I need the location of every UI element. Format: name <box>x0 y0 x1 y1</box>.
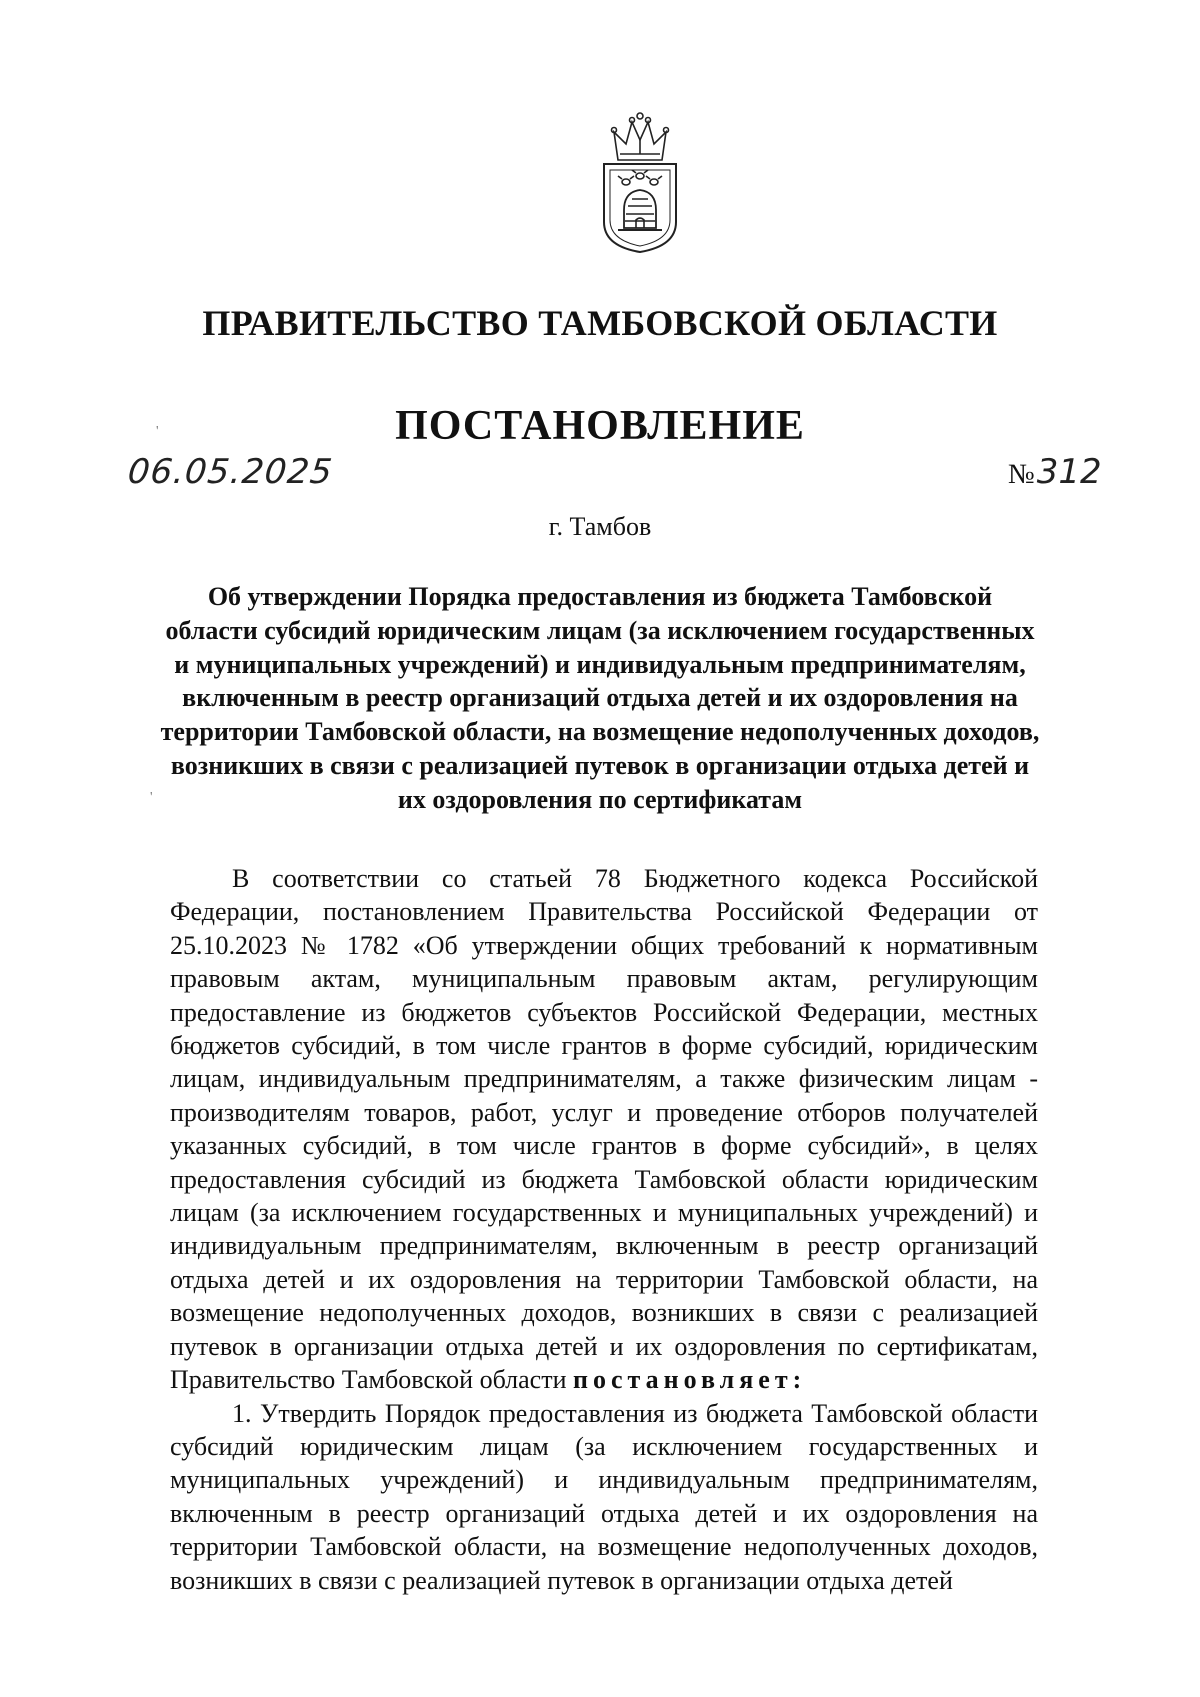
item-1-paragraph: 1. Утвердить Порядок предоставления из бюджета Тамбовской области субсидий юридическим лицам (за исключением государственных и муниципальных учреждений) и индивидуальным предпринимателям, включенным в реестр организаций отдыха детей и их оздоровления на территории Тамбовской области, на возмещение недополученных доходов, возникших в связи с реализацией путевок в организации отдыха детей <box>170 1398 1038 1595</box>
government-name: ПРАВИТЕЛЬСТВО ТАМБОВСКОЙ ОБЛАСТИ <box>202 303 998 343</box>
number-label: № <box>1008 459 1035 490</box>
resolution-body <box>170 862 1038 1597</box>
number-value: 312 <box>1036 452 1102 492</box>
preamble-text: В соответствии со статьей 78 Бюджетного кодекса Российской Федерации, постановлением Правительства Российской Федерации от 25.10.2023 № 1782 «Об утверждении общих требований к нормативным правовым актам, муниципальным правовым актам, регулирующим предоставление из бюджетов субъектов Российской Федерации, местных бюджетов субсидий, в том числе грантов в форме субсидий, юридическим лицам, индивидуальным предпринимателям, а также физическим лицам - производителям товаров, работ, услуг и проведение отборов получателей указанных субсидий, в том числе грантов в форме субсидий», в целях предоставления субсидий из бюджета Тамбовской области юридическим лицам (за исключением государственных и муниципальных учреждений) и индивидуальным предпринимателям, включенным в реестр организаций отдыха детей и их оздоровления на территории Тамбовской области, на возмещение недополученных доходов, возникших в связи с реализацией путевок в организации отдыха детей и их оздоровления по сертификатам, Правительство Тамбовской области <box>170 864 1038 1395</box>
margin-tick: ' <box>156 424 159 439</box>
resolution-title: Об утверждении Порядка предоставления из бюджета Тамбовской области субсидий юридическим лицам (за исключением государственных и муниципальных учреждений) и индивидуальным предпринимателям, включенным в реестр организаций отдыха детей и их оздоровления на территории Тамбовской области, на возмещение недополученных доходов, возникших в связи с реализацией путевок в организации отдыха детей и их оздоровления по сертификатам <box>160 582 1040 814</box>
preamble-paragraph <box>170 862 1038 1397</box>
document-number <box>1008 452 1102 492</box>
margin-tick: ' <box>150 790 153 805</box>
document-type: ПОСТАНОВЛЕНИЕ <box>395 403 805 449</box>
tambov-region-coat-of-arms-icon <box>596 110 684 256</box>
document-date: 06.05.2025 <box>125 452 335 492</box>
resolves-word: постановляет: <box>573 1365 807 1395</box>
city: г. Тамбов <box>548 512 652 541</box>
